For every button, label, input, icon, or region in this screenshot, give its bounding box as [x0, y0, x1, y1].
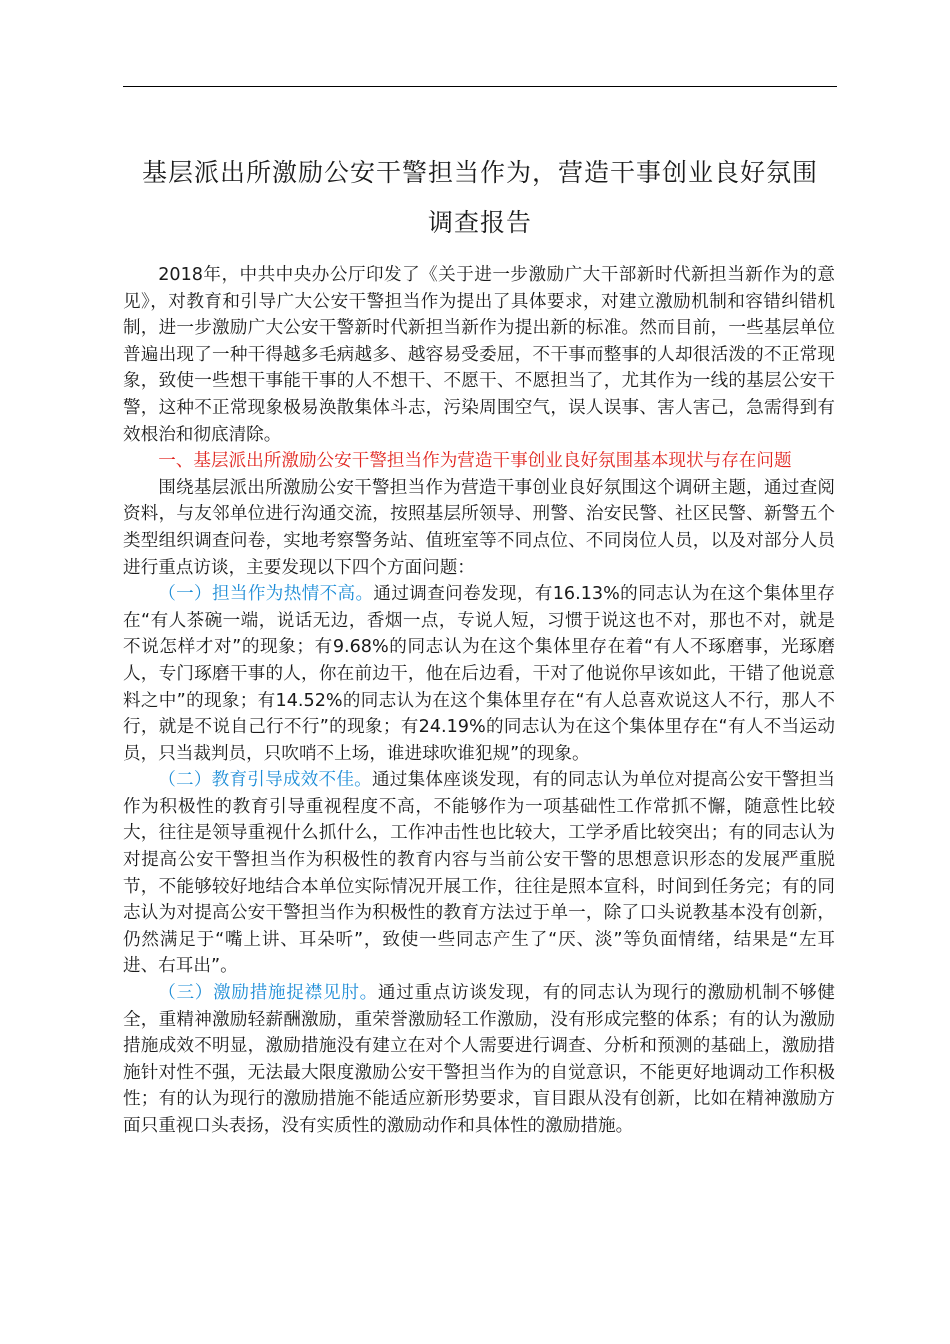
item-2-paragraph [123, 767, 835, 980]
item-1-label: （一）担当作为热情不高。 [158, 584, 374, 605]
intro-paragraph: 2018年，中共中央办公厅印发了《关于进一步激励广大干部新时代新担当新作为的意见》，对教育和引导广大公安干警担当作为提出了具体要求，对建立激励机制和容错纠错机制，进一步激励广大公安干警新时代新担当新作为提出新的标准。然而目前，一些基层单位普遍出现了一种干得越多毛病越多、越容易受委屈，不干事而整事的人却很活泼的不正常现象，致使一些想干事能干事的人不想干、不愿干、不愿担当了，尤其作为一线的基层公安干警，这种不正常现象极易涣散集体斗志，污染周围空气，误人误事、害人害己，急需得到有效根治和彻底清除。 [123, 265, 835, 445]
header-rule [123, 86, 837, 87]
item-2-label: （二）教育引导成效不佳。 [158, 770, 372, 791]
section-1-heading: 一、基层派出所激励公安干警担当作为营造干事创业良好氛围基本现状与存在问题 [158, 451, 792, 472]
item-3-text: 通过重点访谈发现，有的同志认为现行的激励机制不够健全，重精神激励轻薪酬激励，重荣誉激励轻工作激励，没有形成完整的体系；有的认为激励措施成效不明显，激励措施没有建立在对个人需要进行调查、分析和预测的基础上，激励措施针对性不强，无法最大限度激励公安干警担当作为的自觉意识，不能更好地调动工作积极性；有的认为现行的激励措施不能适应新形势要求，盲目跟从没有创新，比如在精神激励方面只重视口头表扬，没有实质性的激励动作和具体性的激励措施。 [123, 983, 835, 1136]
title-line-1: 基层派出所激励公安干警担当作为，营造干事创业良好氛围 [141, 158, 818, 187]
title-line-2: 调查报告 [427, 208, 532, 237]
item-1-text: 通过调查问卷发现，有16.13%的同志认为在这个集体里存在“有人茶碗一端，说话无边，香烟一点，专说人短，习惯于说这也不对，那也不对，就是不说怎样才对”的现象；有9.68%的同志认为在这个集体里存在着“有人不琢磨事，光琢磨人，专门琢磨干事的人，你在前边干，他在后边看，干对了他说你早该如此，干错了他说意料之中”的现象；有14.52%的同志认为在这个集体里存在“有人总喜欢说这人不行，那人不行，就是不说自己行不行”的现象；有24.19%的同志认为在这个集体里存在“有人不当运动员，只当裁判员，只吹哨不上场，谁进球吹谁犯规”的现象。 [123, 584, 835, 764]
item-2-text: 通过集体座谈发现，有的同志认为单位对提高公安干警担当作为积极性的教育引导重视程度不高，不能够作为一项基础性工作常抓不懈，随意性比较大，往往是领导重视什么抓什么，工作冲击性也比较大，工学矛盾比较突出；有的同志认为对提高公安干警担当作为积极性的教育内容与当前公安干警的思想意识形态的发展严重脱节，不能够较好地结合本单位实际情况开展工作，往往是照本宣科，时间到任务完；有的同志认为对提高公安干警担当作为积极性的教育方法过于单一，除了口头说教基本没有创新，仍然满足于“嘴上讲、耳朵听”，致使一些同志产生了“厌、淡”等负面情绪，结果是“左耳进、右耳出”。 [123, 770, 835, 977]
item-3-paragraph [123, 980, 835, 1140]
section-1-intro-paragraph: 围绕基层派出所激励公安干警担当作为营造干事创业良好氛围这个调研主题，通过查阅资料，与友邻单位进行沟通交流，按照基层所领导、刑警、治安民警、社区民警、新警五个类型组织调查问卷，实地考察警务站、值班室等不同点位、不同岗位人员，以及对部分人员进行重点访谈，主要发现以下四个方面问题： [123, 477, 835, 578]
item-1-paragraph [123, 581, 835, 767]
item-3-label: （三）激励措施捉襟见肘。 [158, 983, 378, 1004]
document-body [123, 262, 835, 1140]
document-title [100, 148, 860, 248]
